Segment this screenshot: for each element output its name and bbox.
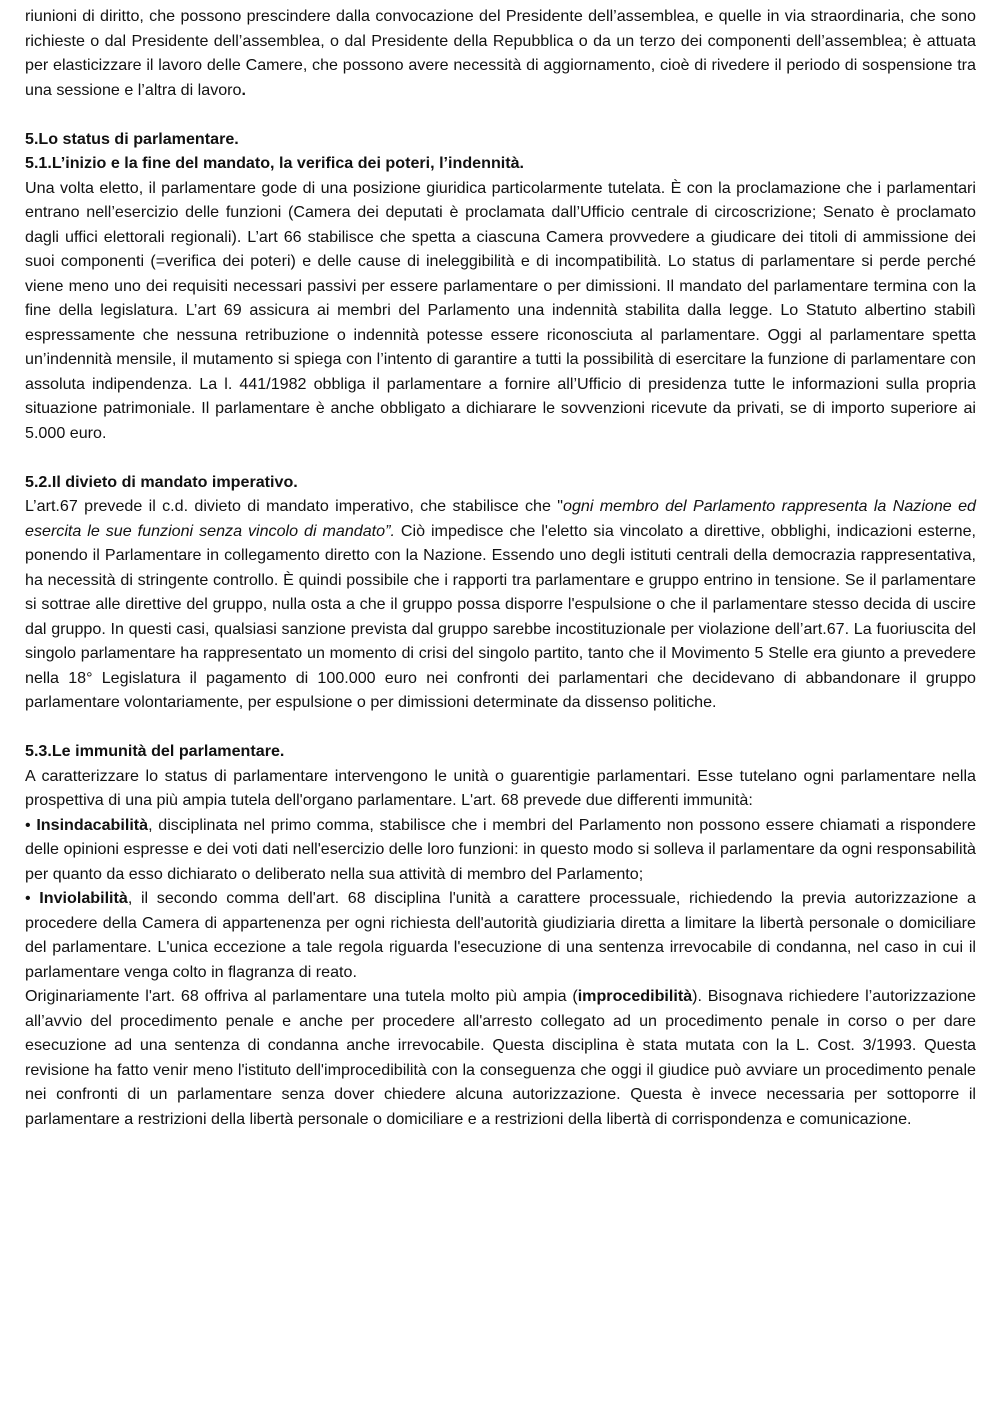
paragraph-rest: Ciò impedisce che l'eletto sia vincolato a direttive, obblighi, indicazioni esterne, ponendo il Parlamentare in collegamento diretto con la Nazione. Essendo uno degli istituti centrali della democrazia rappresentativa, ha necessità di stringente controllo. È quindi possibile che i rapporti tra parlamentare e gruppo entrino in tensione. Se il parlamentare si sottrae alle direttive del gruppo, nulla osta a che il gruppo possa disporre l'espulsione o che il parlamentare stesso decida di uscire dal gruppo. In questi casi, qualsiasi sanzione prevista dal gruppo sarebbe incostituzionale per violazione dell’art.67. La fuoriuscita del singolo parlamentare ha rappresentato un momento di crisi del singolo partito, tanto che il Movimento 5 Stelle era giunto a prevedere nella 18° Legislatura il pagamento di 100.000 euro nei confronti dei parlamentari che decidevano di abbandonare il gruppo parlamentare volontariamente, per espulsione o per dimissioni determinate da dissenso politiche.	[25, 521, 976, 711]
subsection-heading: 5.2.Il divieto di mandato imperativo.	[25, 472, 298, 491]
paragraph: A caratterizzare lo status di parlamentare intervengono le unità o guarentigie parlamentari. Esse tutelano ogni parlamentare nella prospettiva di una più ampia tutela dell'organo parlamentare. L'art. 68 prevede due differenti immunità:	[25, 766, 976, 809]
subsection-heading: 5.1.L’inizio e la fine del mandato, la verifica dei poteri, l’indennità.	[25, 154, 525, 172]
bullet-item	[25, 813, 976, 887]
subsection-heading: 5.3.Le immunità del parlamentare.	[25, 742, 285, 760]
bullet-text: , disciplinata nel primo comma, stabilisce che i membri del Parlamento non possono essere chiamati a rispondere delle opinioni espresse e dei voti dati nell'esercizio delle loro funzioni: in questo modo si solleva il parlamentare da ogni responsabilità per quanto da esso dichiarato o deliberato nella sua attività di membro del Parlamento;	[25, 815, 976, 883]
bullet-marker: •	[25, 889, 40, 907]
paragraph-text: riunioni di diritto, che possono prescindere dalla convocazione del Presidente dell’assemblea, e quelle in via straordinaria, che sono richieste o dal Presidente dell’assemblea, o dal Presidente della Repubblica o da un terzo dei componenti dell’assemblea; è attuata per elasticizzare il lavoro delle Camere, che possono avere necessità di aggiornamento, cioè di rivedere il periodo di sospensione tra una sessione e l’altra di lavoro	[25, 7, 976, 99]
section-heading: 5.Lo status di parlamentare.	[25, 129, 239, 148]
section-spacer	[25, 715, 976, 740]
section-spacer	[25, 445, 976, 470]
bullet-term: Insindacabilità	[36, 815, 149, 834]
paragraph	[25, 494, 976, 715]
constitution-quote: ogni membro del Parlamento rappresenta la Nazione ed esercita le sue funzioni senza vincolo di mandato”.	[25, 497, 976, 540]
bullet-marker: •	[25, 815, 37, 834]
paragraph	[25, 984, 976, 1131]
paragraph-continuation	[25, 4, 976, 102]
paragraph-lead: Originariamente l'art. 68 offriva al parlamentare una tutela molto più ampia (	[25, 987, 578, 1005]
paragraph-end-mark: .	[241, 80, 246, 99]
section-spacer	[25, 102, 976, 127]
bold-term: improcedibilità	[577, 987, 693, 1005]
paragraph-lead: L’art.67 prevede il c.d. divieto di mandato imperativo, che stabilisce che "	[25, 497, 563, 515]
bullet-item	[25, 886, 976, 984]
paragraph: Una volta eletto, il parlamentare gode di una posizione giuridica particolarmente tutelata. È con la proclamazione che i parlamentari entrano nell’esercizio delle funzioni (Camera dei deputati è proclamata dall’Ufficio centrale di circoscrizione; Senato è proclamato dagli uffici elettorali regionali). L’art 66 stabilisce che spetta a ciascuna Camera provvedere a giudicare dei titoli di ammissione dei suoi componenti (=verifica dei poteri) e delle cause di ineleggibilità e di incompatibilità. Lo status di parlamentare si perde perché viene meno uno dei requisiti necessari passivi per essere parlamentare o per dimissioni. Il mandato del parlamentare termina con la fine della legislatura. L’art 69 assicura ai membri del Parlamento una indennità stabilita dalla legge. Lo Statuto albertino stabilì espressamente che nessuna retribuzione o indennità potesse essere riconosciuta al parlamentare. Oggi al parlamentare spetta un’indennità mensile, il mutamento si spiega con l’intento di garantire a tutti la possibilità di esercitare la funzione di parlamentare con assoluta indipendenza. La l. 441/1982 obbliga il parlamentare a fornire all’Ufficio di presidenza tutte le informazioni sulla propria situazione patrimoniale. Il parlamentare è anche obbligato a dichiarare le sovvenzioni ricevute da privati, se di importo superiore ai 5.000 euro.	[25, 178, 976, 442]
bullet-text: , il secondo comma dell'art. 68 disciplina l'unità a carattere processuale, richiedendo la previa autorizzazione a procedere della Camera di appartenenza per ogni richiesta dell'autorità giudiziaria diretta a limitare la libertà personale o domiciliare del parlamentare. L'unica eccezione a tale regola riguarda l'esecuzione di una sentenza irrevocabile di condanna, nel caso in cui il parlamentare venga colto in flagranza di reato.	[25, 889, 976, 981]
paragraph-rest: ). Bisognava richiedere l’autorizzazione all’avvio del procedimento penale e anche per procedere all'arresto collegato ad un procedimento penale in corso o per dare esecuzione ad una sentenza di condanna anche irrevocabile. Questa disciplina è stata mutata con la L. Cost. 3/1993. Questa revisione ha fatto venir meno l'istituto dell'improcedibilità con la conseguenza che oggi il giudice può avviare un procedimento penale nei confronti di un parlamentare senza dover chiedere alcuna autorizzazione. Questa è invece necessaria per sottoporre il parlamentare a restrizioni della libertà personale o domiciliare e a restrizioni della libertà di corrispondenza e comunicazione.	[25, 987, 976, 1128]
bullet-term: Inviolabilità	[39, 889, 128, 907]
